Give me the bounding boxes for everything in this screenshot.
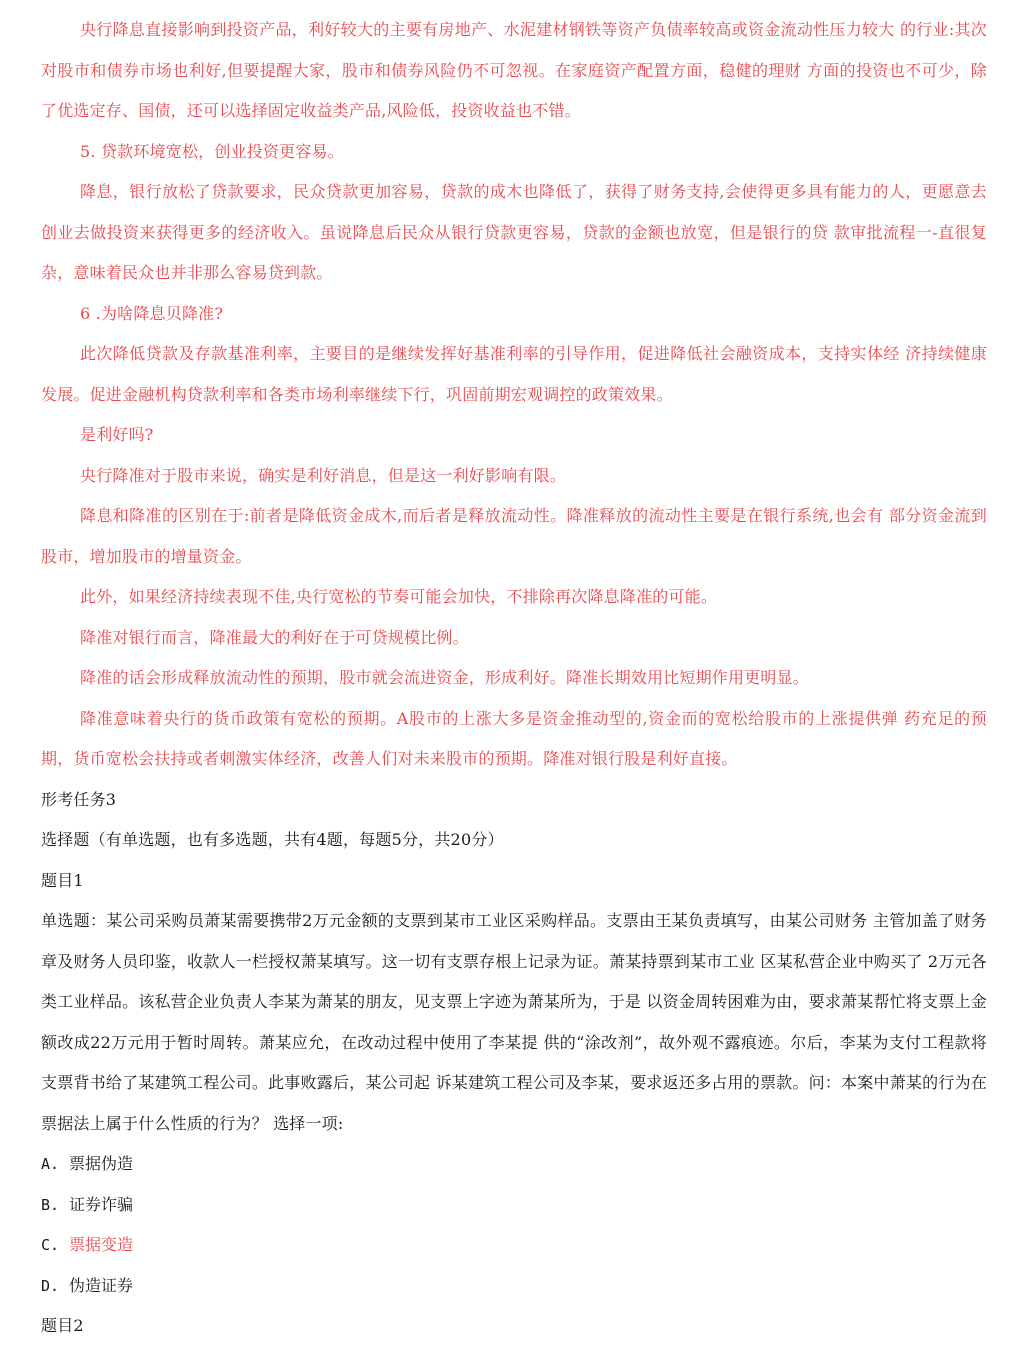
option-text: 票据伪造: [69, 1154, 134, 1173]
answer-paragraph-6: 此外，如果经济持续表现不佳,央行宽松的节奏可能会加快，不排除再次降息降准的可能。: [80, 587, 718, 606]
option-letter: D.: [41, 1276, 60, 1295]
option-letter: C.: [41, 1236, 60, 1254]
question-2-label: 题目2: [41, 1316, 84, 1335]
question-1-option-d[interactable]: [41, 1266, 987, 1307]
answer-paragraph-2: 降息，银行放松了贷款要求，民众贷款更加容易，贷款的成木也降低了，获得了财务支持,会使得更多具有能力的人，更愿意去创业去做投资来获得更多的经济收入。虽说降息后民众从银行贷款更容易，贷款的金额也放宽，但是银行的贷 款审批流程一-直很复杂，意味着民众也并非那么容易贷到款。: [41, 182, 987, 282]
option-text: 伪造证券: [69, 1275, 134, 1295]
answer-paragraph-4: 央行降准对于股市来说，确实是利好消息，但是这一利好影响有限。: [80, 465, 567, 485]
answer-heading-6: 6 .为啥降息贝降准?: [80, 303, 224, 323]
option-letter: B.: [41, 1195, 60, 1214]
answer-paragraph-3: 此次降低贷款及存款基准利率，主要目的是继续发挥好基准利率的引导作用，促进降低社会融资成本，支持实体经 济持续健康发展。促进金融机构贷款利率和各类市场利率继续下行，巩固前期宏观调控的政策效果。: [41, 344, 987, 404]
question-1-option-b[interactable]: [41, 1185, 987, 1226]
answer-paragraph-8: 降准的话会形成释放流动性的预期，股市就会流进资金，形成利好。降准长期效用比短期作用更明显。: [80, 668, 810, 687]
task-instructions: 选择题（有单选题，也有多选题，共有4题，每题5分，共20分）: [41, 830, 504, 849]
question-1-option-c[interactable]: [41, 1225, 987, 1266]
task-title: 形考任务3: [41, 789, 117, 809]
answer-paragraph-1: 央行降息直接影响到投资产品，利好较大的主要有房地产、水泥建材钢铁等资产负债率较高或资金流动性压力较大 的行业:其次对股市和债券市场也利好,但要提醒大家，股市和债券风险仍不可忽视。在家庭资产配置方面，稳健的理财 方面的投资也不可少，除了优选定存、国债，还可以选择固定收益类产品,风险低，投资收益也不错。: [41, 20, 987, 120]
option-letter: A.: [41, 1155, 60, 1173]
answer-paragraph-9: 降准意味着央行的货币政策有宽松的预期。A股市的上涨大多是资金推动型的,资金而的宽松给股市的上涨提供弹 药充足的预期，货币宽松会扶持或者刺激实体经济，改善人们对未来股市的预期。降准对银行股是利好直接。: [41, 708, 987, 768]
option-text-correct: 票据变造: [69, 1235, 134, 1254]
question-1-option-a[interactable]: [41, 1144, 987, 1185]
answer-paragraph-5: 降息和降准的区别在于:前者是降低资金成木,而后者是释放流动性。降准释放的流动性主要是在银行系统,也会有 部分资金流到股市，增加股市的增量资金。: [41, 506, 987, 566]
answer-heading-5: 5. 贷款环境宽松，创业投资更容易。: [80, 141, 344, 161]
document-page: [41, 10, 987, 1347]
answer-paragraph-7: 降准对银行而言，降准最大的利好在于可贷规模比例。: [80, 627, 469, 647]
answer-subheading-is-good: 是利好吗?: [80, 425, 154, 444]
question-1-text: 单选题：某公司采购员萧某需要携带2万元金额的支票到某市工业区采购样品。支票由王某负责填写，由某公司财务 主管加盖了财务章及财务人员印鉴，收款人一栏授权萧某填写。这一切有支票存根上记录为证。萧某持票到某市工业 区某私营企业中购买了 2万元各类工业样品。该私营企业负责人李某为萧某的朋友，见支票上字迹为萧某所为，于是 以资金周转困难为由，要求萧某帮忙将支票上金额改成22万元用于暂时周转。萧某应允，在改动过程中使用了李某提 供的“涂改剂”，故外观不露痕迹。尔后，李某为支付工程款将支票背书给了某建筑工程公司。此事败露后，某公司起 诉某建筑工程公司及李某，要求返还多占用的票款。问：本案中萧某的行为在票据法上属于什么性质的行为？ 选择一项:: [41, 911, 987, 1133]
option-text: 证券诈骗: [69, 1194, 134, 1214]
question-1-label: 题目1: [41, 870, 84, 890]
